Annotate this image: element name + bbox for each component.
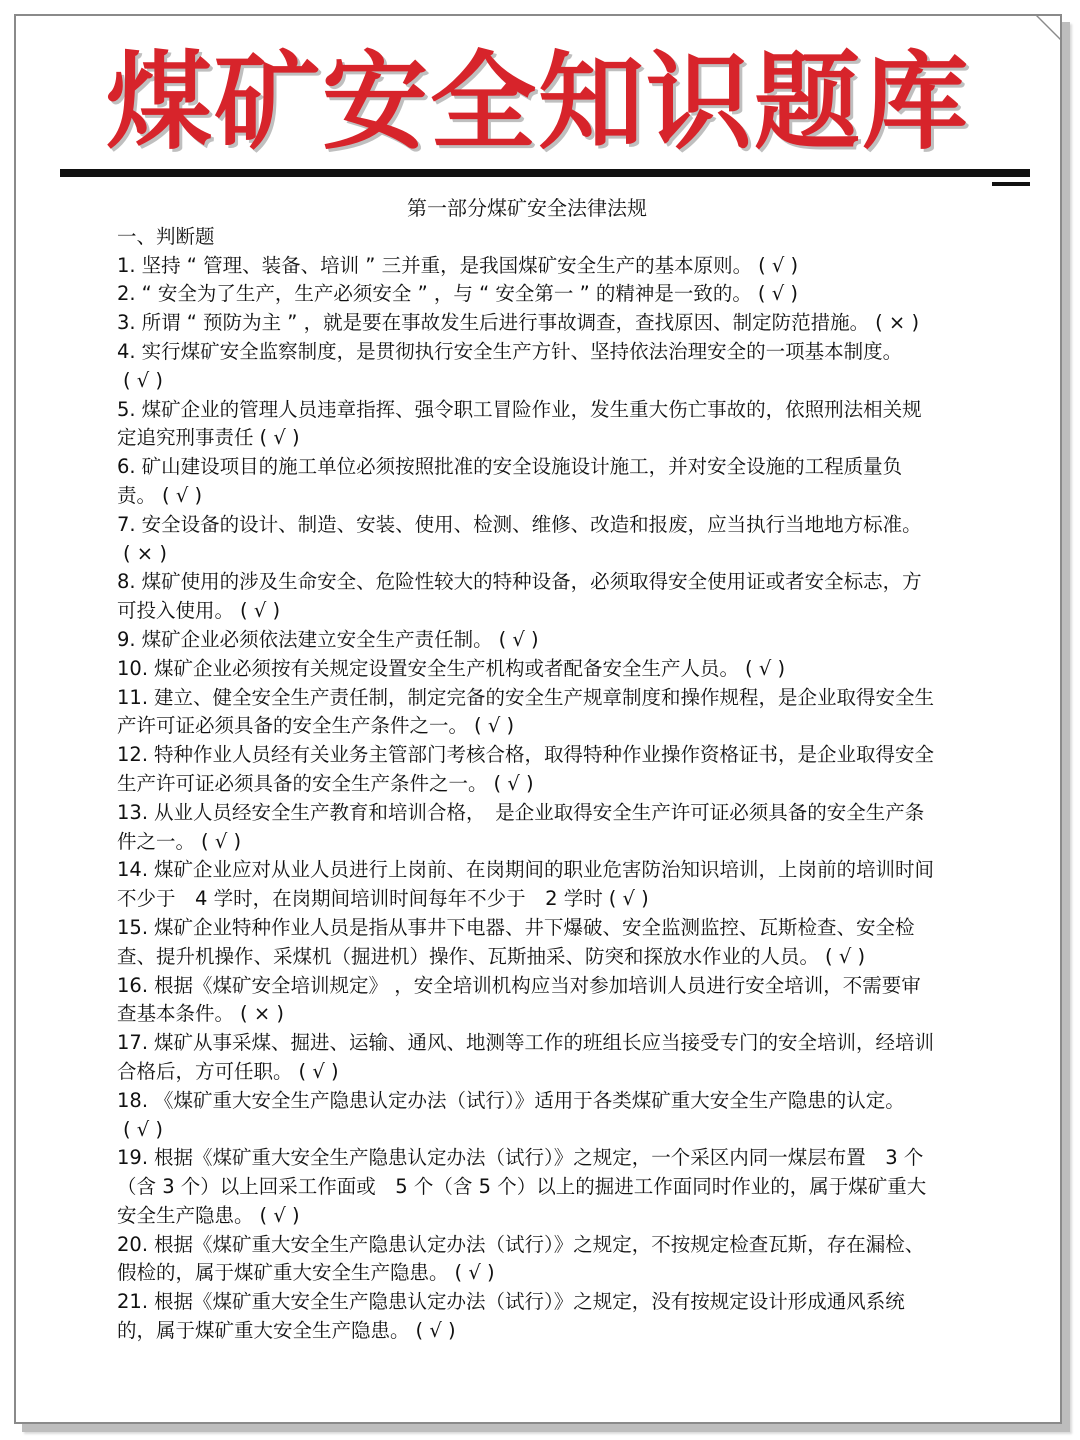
question-number: 1. (117, 253, 136, 277)
question-item (117, 1288, 937, 1346)
question-item (117, 655, 937, 684)
question-answer: ( √ ) (123, 1117, 164, 1141)
question-answer: ( √ ) (758, 253, 799, 277)
question-answer: ( √ ) (757, 282, 798, 306)
question-text: 煤矿从事采煤、掘进、运输、通风、地测等工作的班组长应当接受专门的安全培训，经培训合格后，方可任职。 (117, 1031, 935, 1083)
question-answer: ( √ ) (474, 714, 515, 738)
question-text: 建立、健全安全生产责任制，制定完备的安全生产规章制度和操作规程，是企业取得安全生产许可证必须具备的安全生产条件之一。 (117, 685, 935, 738)
question-answer: ( √ ) (608, 887, 649, 911)
title-divider-accent (992, 182, 1030, 186)
question-number: 10. (117, 656, 149, 680)
question-item (117, 1087, 937, 1145)
section-title: 第一部分煤矿安全法律法规 (407, 196, 647, 220)
question-text: 坚持 “ 管理、装备、培训 ” 三并重，是我国煤矿安全生产的基本原则。 (141, 253, 753, 277)
question-item (117, 1029, 937, 1087)
question-item (117, 511, 937, 569)
question-number: 11. (117, 685, 149, 709)
question-text: 根据《煤矿重大安全生产隐患认定办法（试行）》之规定，不按规定检查瓦斯，存在漏检、假检的，属于煤矿重大安全生产隐患。 (117, 1232, 925, 1285)
question-text: 从业人员经安全生产教育和培训合格， 是企业取得安全生产许可证必须具备的安全生产条件之一。 (117, 800, 925, 853)
question-number: 13. (117, 800, 149, 824)
question-answer: ( √ ) (240, 599, 281, 623)
question-answer: ( √ ) (123, 368, 164, 392)
question-text: 根据《煤矿重大安全生产隐患认定办法（试行）》之规定，一个采区内同一煤层布置 3 个（含 3 个）以上回采工作面或 5 个（含 5 个）以上的掘进工作面同时作业的，属于煤矿重大安全生产隐患。 (117, 1146, 927, 1227)
question-answer: ( √ ) (498, 627, 539, 651)
question-text: 实行煤矿安全监察制度，是贯彻执行安全生产方针、坚持依法治理安全的一项基本制度。 (141, 339, 903, 363)
question-item (117, 684, 937, 742)
question-number: 20. (117, 1232, 149, 1256)
question-number: 14. (117, 858, 149, 882)
question-text: 煤矿使用的涉及生命安全、危险性较大的特种设备，必须取得安全使用证或者安全标志，方可投入使用。 (117, 570, 922, 623)
question-item (117, 453, 937, 511)
question-number: 7. (117, 512, 136, 536)
question-answer: ( √ ) (162, 483, 203, 507)
question-answer: ( √ ) (259, 1203, 300, 1227)
question-type-heading: 一、判断题 (117, 224, 215, 248)
question-number: 21. (117, 1290, 149, 1314)
question-text: 特种作业人员经有关业务主管部门考核合格，取得特种作业操作资格证书，是企业取得安全生产许可证必须具备的安全生产条件之一。 (117, 743, 935, 795)
question-item (117, 799, 937, 857)
question-answer: ( √ ) (201, 829, 242, 853)
question-number: 12. (117, 743, 149, 767)
question-number: 18. (117, 1088, 149, 1112)
question-number: 19. (117, 1146, 149, 1170)
question-answer: ( √ ) (825, 944, 866, 968)
document-page (14, 14, 1062, 1424)
question-number: 15. (117, 915, 149, 939)
question-item (117, 972, 937, 1030)
page-fold-corner (1036, 14, 1062, 40)
question-text: 所谓 “ 预防为主 ” ，就是要在事故发生后进行事故调查，查找原因、制定防范措施。 (141, 311, 870, 335)
question-text: 根据《煤矿安全培训规定》 ，安全培训机构应当对参加培训人员进行安全培训，不需要审查基本条件。 (117, 973, 921, 1026)
question-text: 煤矿企业特种作业人员是指从事井下电器、井下爆破、安全监测监控、瓦斯检查、安全检查、提升机操作、采煤机（掘进机）操作、瓦斯抽采、防突和探放水作业的人员。 (117, 915, 915, 968)
question-number: 17. (117, 1031, 149, 1055)
question-item (117, 1144, 937, 1230)
question-number: 8. (117, 570, 136, 594)
question-answer: ( √ ) (415, 1319, 456, 1343)
question-answer: ( √ ) (259, 426, 300, 450)
question-text: 煤矿企业必须按有关规定设置安全生产机构或者配备安全生产人员。 (154, 656, 740, 680)
question-answer: ( √ ) (745, 656, 786, 680)
question-item (117, 914, 937, 972)
document-title: 煤矿安全知识题库 (106, 41, 970, 164)
question-answer: ( √ ) (454, 1261, 495, 1285)
question-answer: ( √ ) (298, 1059, 339, 1083)
question-answer: ( × ) (123, 541, 167, 565)
question-item (117, 568, 937, 626)
question-answer: ( √ ) (493, 771, 534, 795)
title-divider (60, 169, 1030, 177)
question-item (117, 338, 937, 396)
question-answer: ( × ) (875, 311, 920, 335)
question-text: 煤矿企业必须依法建立安全生产责任制。 (141, 627, 493, 651)
question-number: 16. (117, 973, 149, 997)
question-item (117, 856, 937, 914)
question-text: 煤矿企业的管理人员违章指挥、强令职工冒险作业，发生重大伤亡事故的，依照刑法相关规定追究刑事责任 (117, 397, 922, 450)
question-item (117, 741, 937, 799)
question-item (117, 252, 937, 281)
document-body (117, 194, 937, 1346)
question-item (117, 280, 937, 309)
question-text: “ 安全为了生产，生产必须安全 ” ，与 “ 安全第一 ” 的精神是一致的。 (141, 282, 752, 306)
question-text: 《煤矿重大安全生产隐患认定办法（试行）》适用于各类煤矿重大安全生产隐患的认定。 (154, 1088, 905, 1112)
question-item (117, 309, 937, 338)
question-number: 5. (117, 397, 136, 421)
question-text: 煤矿企业应对从业人员进行上岗前、在岗期间的职业危害防治知识培训，上岗前的培训时间不少于 4 学时，在岗期间培训时间每年不少于 2 学时 (117, 858, 935, 911)
question-item (117, 396, 937, 454)
question-item (117, 1231, 937, 1289)
question-text: 根据《煤矿重大安全生产隐患认定办法（试行）》之规定，没有按规定设计形成通风系统的，属于煤矿重大安全生产隐患。 (117, 1290, 905, 1343)
question-number: 9. (117, 627, 136, 651)
question-answer: ( × ) (240, 1002, 284, 1026)
question-number: 2. (117, 282, 136, 306)
question-number: 3. (117, 311, 136, 335)
question-list (117, 252, 937, 1346)
question-item (117, 626, 937, 655)
question-text: 安全设备的设计、制造、安装、使用、检测、维修、改造和报废，应当执行当地地方标准。 (141, 512, 922, 536)
question-number: 6. (117, 455, 136, 479)
question-number: 4. (117, 339, 136, 363)
question-text: 矿山建设项目的施工单位必须按照批准的安全设施设计施工，并对安全设施的工程质量负责。 (117, 455, 903, 507)
